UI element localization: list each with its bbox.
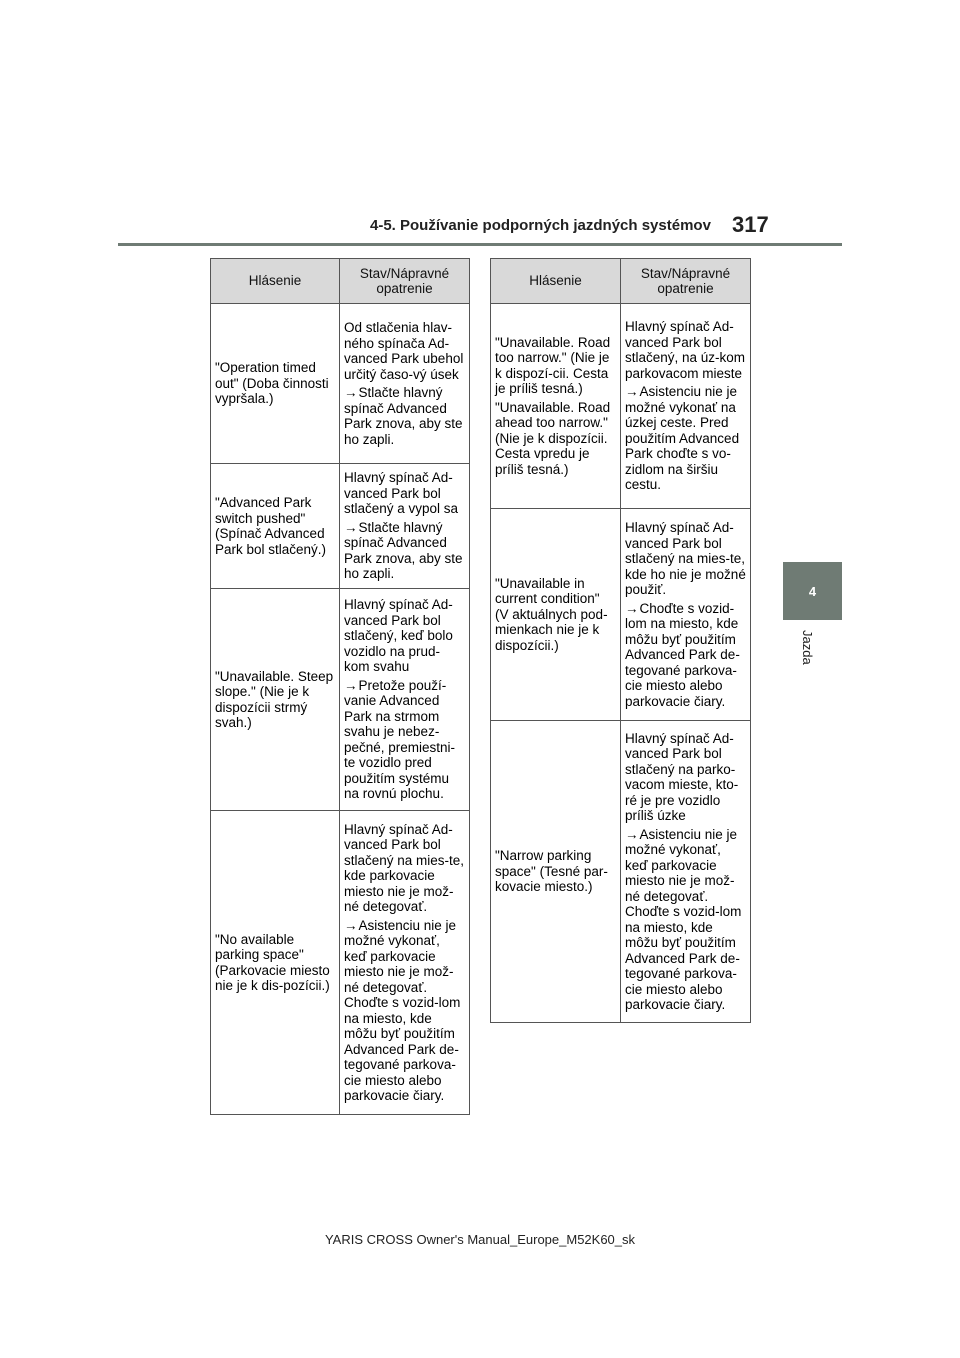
message-cell: "Unavailable in current condition" (V aktuálnych pod-mienkach nie je k dispozícii.) [491,509,621,721]
status-cell [621,304,751,509]
column-header-message: Hlásenie [491,259,621,304]
column-header-message: Hlásenie [211,259,340,304]
condition-text: Hlavný spínač Ad-vanced Park bol stlačený, na úz-kom parkovacom mieste [625,319,746,381]
remedy-text: Stlačte hlavný spínač Advanced Park znova, aby ste ho zapli. [344,519,463,582]
remedy-text: Asistenciu nie je možné vykonať, keď parkovacie miesto nie je mož-né detegovať. Choďte s vozid-lom na miesto, kde môžu byť použitím Advanced Park de-tegované parkova-cie miesto alebo parkovacie čiary. [625,826,742,1012]
page-number: 317 [732,212,769,237]
arrow-icon: → [625,384,639,400]
arrow-icon: → [344,677,358,693]
remedy-text: Asistenciu nie je možné vykonať na úzkej ceste. Pred použitím Advanced Park choďte s vo-zidlom na širšiu cestu. [625,384,740,493]
remedy-paragraph [625,384,746,493]
message-cell: "Unavailable. Steep slope." (Nie je k dispozícii strmý svah.) [211,589,340,811]
remedy-paragraph [344,918,465,1104]
remedy-paragraph [344,678,465,802]
table-row [491,304,751,509]
table-row [211,464,470,589]
status-cell [621,509,751,721]
arrow-icon: → [344,917,358,933]
remedy-paragraph [344,385,465,447]
table-row [211,304,470,464]
table-row [491,509,751,721]
remedy-text: Pretože použí-vanie Advanced Park na strmom svahu je nebez-pečné, premiestni-te vozidlo pred použitím systému na rovnú plochu. [344,677,456,802]
message-cell: "Advanced Park switch pushed" (Spínač Advanced Park bol stlačený.) [211,464,340,589]
table-row [211,589,470,811]
header-rule [118,243,842,246]
arrow-icon: → [625,600,639,616]
messages-table-left [210,258,470,1115]
remedy-paragraph [625,601,746,710]
message-cell: "Operation timed out" (Doba činnosti vypršala.) [211,304,340,464]
message-cell: "No available parking space" (Parkovacie miesto nie je k dis-pozícii.) [211,811,340,1115]
condition-text: Hlavný spínač Ad-vanced Park bol stlačený na mies-te, kde ho nie je možné použiť. [625,520,746,597]
footer-text: YARIS CROSS Owner's Manual_Europe_M52K60_sk [324,1232,636,1247]
status-cell [340,589,470,811]
section-title: 4-5. Používanie podporných jazdných systémov [370,217,711,234]
arrow-icon: → [625,826,639,842]
arrow-icon: → [344,385,358,400]
chapter-tab: 4 [783,562,842,620]
remedy-text: Stlačte hlavný spínač Advanced Park znova, aby ste ho zapli. [344,385,463,447]
column-header-status: Stav/Nápravné opatrenie [340,259,470,304]
message-text: "Unavailable. Road too narrow." (Nie je k dispozí-cii. Cesta je príliš tesná.) [495,334,611,397]
remedy-paragraph [625,827,746,1013]
status-cell [340,811,470,1115]
condition-text: Hlavný spínač Ad-vanced Park bol stlačený a vypol sa [344,470,459,517]
remedy-text: Asistenciu nie je možné vykonať, keď parkovacie miesto nie je mož-né detegovať. Choďte s vozid-lom na miesto, kde môžu byť použitím Advanced Park de-tegované parkova-cie miesto alebo parkovacie čiary. [344,917,461,1103]
condition-text: Hlavný spínač Ad-vanced Park bol stlačený, keď bolo vozidlo na prud-kom svahu [344,597,453,675]
column-header-status: Stav/Nápravné opatrenie [621,259,751,304]
status-cell [340,304,470,464]
status-cell [340,464,470,589]
remedy-text: Choďte s vozid-lom na miesto, kde môžu byť použitím Advanced Park de-tegované parkova-cie miesto alebo parkovacie čiary. [625,600,740,709]
remedy-paragraph [344,520,465,582]
message-cell [491,304,621,509]
message-text: "Unavailable. Road ahead too narrow." (Nie je k dispozícii. Cesta vpredu je príliš tesná.) [495,399,611,477]
condition-text: Od stlačenia hlav-ného spínača Ad-vanced Park ubehol určitý časo-vý úsek [344,320,464,382]
messages-table-right [490,258,751,1023]
table-row [211,811,470,1115]
table-row [491,721,751,1023]
status-cell [621,721,751,1023]
message-cell: "Narrow parking space" (Tesné par-kovacie miesto.) [491,721,621,1023]
condition-text: Hlavný spínač Ad-vanced Park bol stlačený na parko-vacom mieste, kto-ré je pre vozidlo príliš úzke [625,730,739,823]
condition-text: Hlavný spínač Ad-vanced Park bol stlačený na mies-te, kde parkovacie miesto nie je mož-né detegovať. [344,821,465,914]
arrow-icon: → [344,519,358,535]
chapter-label: Jazda [800,630,815,665]
